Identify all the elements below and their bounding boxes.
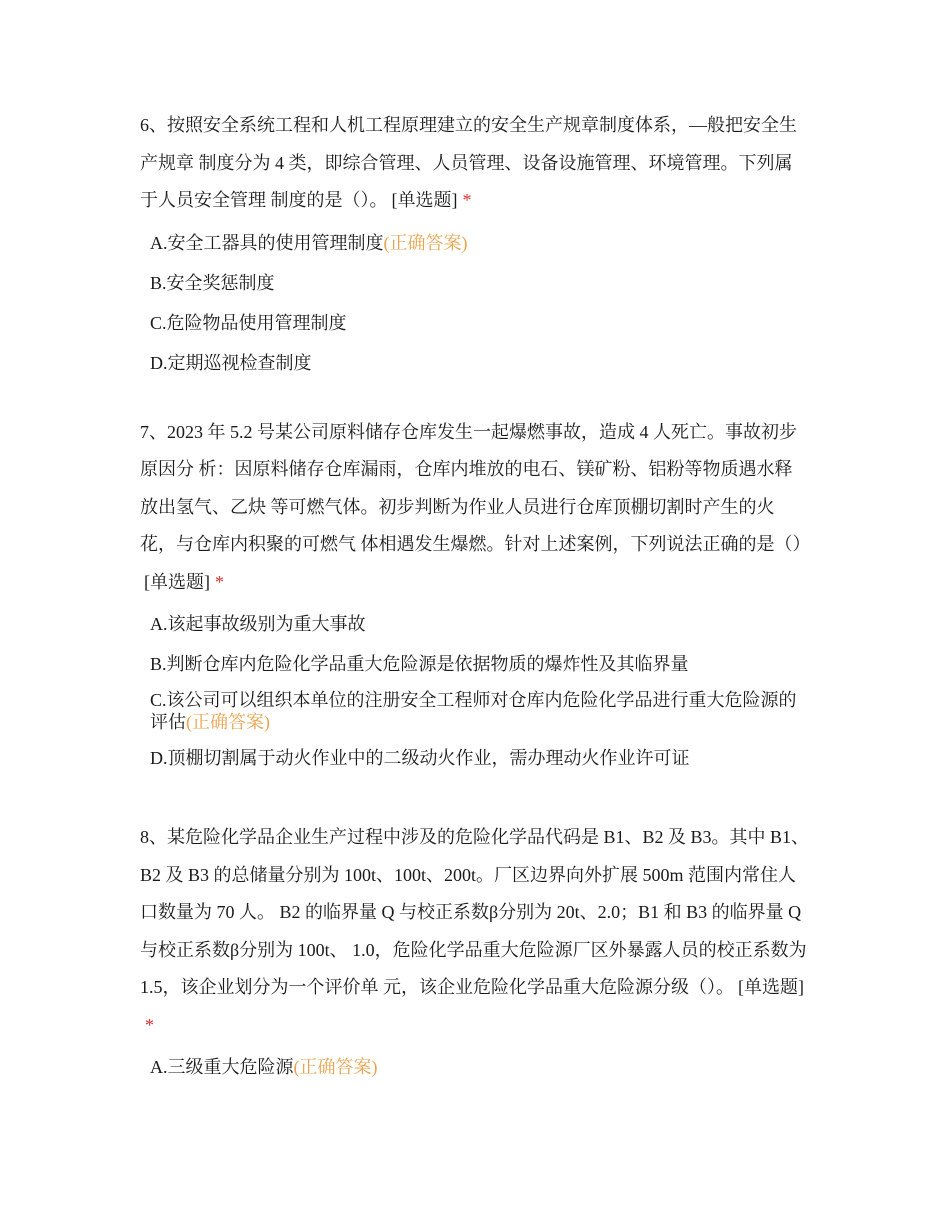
question-type: [单选题] [391,190,458,210]
option-label: C.危险物品使用管理制度 [150,312,347,333]
option-list [140,232,810,374]
option-c[interactable] [150,689,810,733]
required-marker: * [215,571,224,592]
question-6 [140,107,810,374]
option-a[interactable] [150,232,810,254]
question-text: 6、按照安全系统工程和人机工程原理建立的安全生产规章制度体系，—般把安全生产规章 制度分为 4 类，即综合管理、人员管理、设备设施管理、环境管理。下列属于人员安全管理 制度的是（）。 [140,115,797,210]
question-stem [140,414,810,602]
question-8 [140,819,810,1078]
question-spacer [140,392,810,414]
question-7 [140,414,810,770]
question-stem [140,819,810,1044]
option-label: D.定期巡视检查制度 [150,352,312,373]
question-type: [单选题] [144,571,210,592]
option-b[interactable] [150,272,810,294]
option-c[interactable] [150,312,810,334]
correct-answer-tag: (正确答案) [186,712,270,732]
required-marker: * [462,190,472,210]
question-type: [单选题] [738,977,804,997]
option-label: A.安全工器具的使用管理制度 [150,232,384,253]
option-label: C.该公司可以组织本单位的注册安全工程师对仓库内危险化学品进行重大危险源的评估 [150,690,797,732]
correct-answer-tag: (正确答案) [383,232,468,253]
option-list [140,613,810,769]
option-a[interactable] [150,613,810,635]
option-list [140,1056,810,1078]
option-b[interactable] [150,653,810,675]
question-text: 8、某危险化学品企业生产过程中涉及的危险化学品代码是 B1、B2 及 B3。其中 B1、B2 及 B3 的总储量分别为 100t、100t、200t。厂区边界向外扩展 500m 范围内常住人口数量为 70 人。 B2 的临界量 Q 与校正系数β分别为 20t、2.0；B1 和 B3 的临界量 Q 与校正系数β分别为 100t、 1.0，危险化学品重大危险源厂区外暴露人员的校正系数为 1.5，该企业划分为一个评价单 元，该企业危险化学品重大危险源分级（）。 [140,827,810,997]
option-label: B.判断仓库内危险化学品重大危险源是依据物质的爆炸性及其临界量 [150,654,689,674]
option-d[interactable] [150,352,810,374]
option-label: B.安全奖惩制度 [150,272,275,293]
option-label: A.三级重大危险源 [150,1057,294,1077]
option-a[interactable] [150,1056,810,1078]
required-marker: * [145,1014,154,1035]
question-text: 7、2023 年 5.2 号某公司原料储存仓库发生一起爆燃事故，造成 4 人死亡。事故初步原因分 析：因原料储存仓库漏雨，仓库内堆放的电石、镁矿粉、铝粉等物质遇水释放出氢气、乙炔 等可燃气体。初步判断为作业人员进行仓库顶棚切割时产生的火花，与仓库内积聚的可燃气 体相遇发生爆燃。针对上述案例，下列说法正确的是（） [140,421,811,554]
option-d[interactable] [150,747,810,769]
option-label: D.顶棚切割属于动火作业中的二级动火作业，需办理动火作业许可证 [150,748,690,768]
option-label: A.该起事故级别为重大事故 [150,614,366,634]
correct-answer-tag: (正确答案) [293,1057,378,1077]
question-stem [140,107,810,220]
question-spacer [140,787,810,819]
